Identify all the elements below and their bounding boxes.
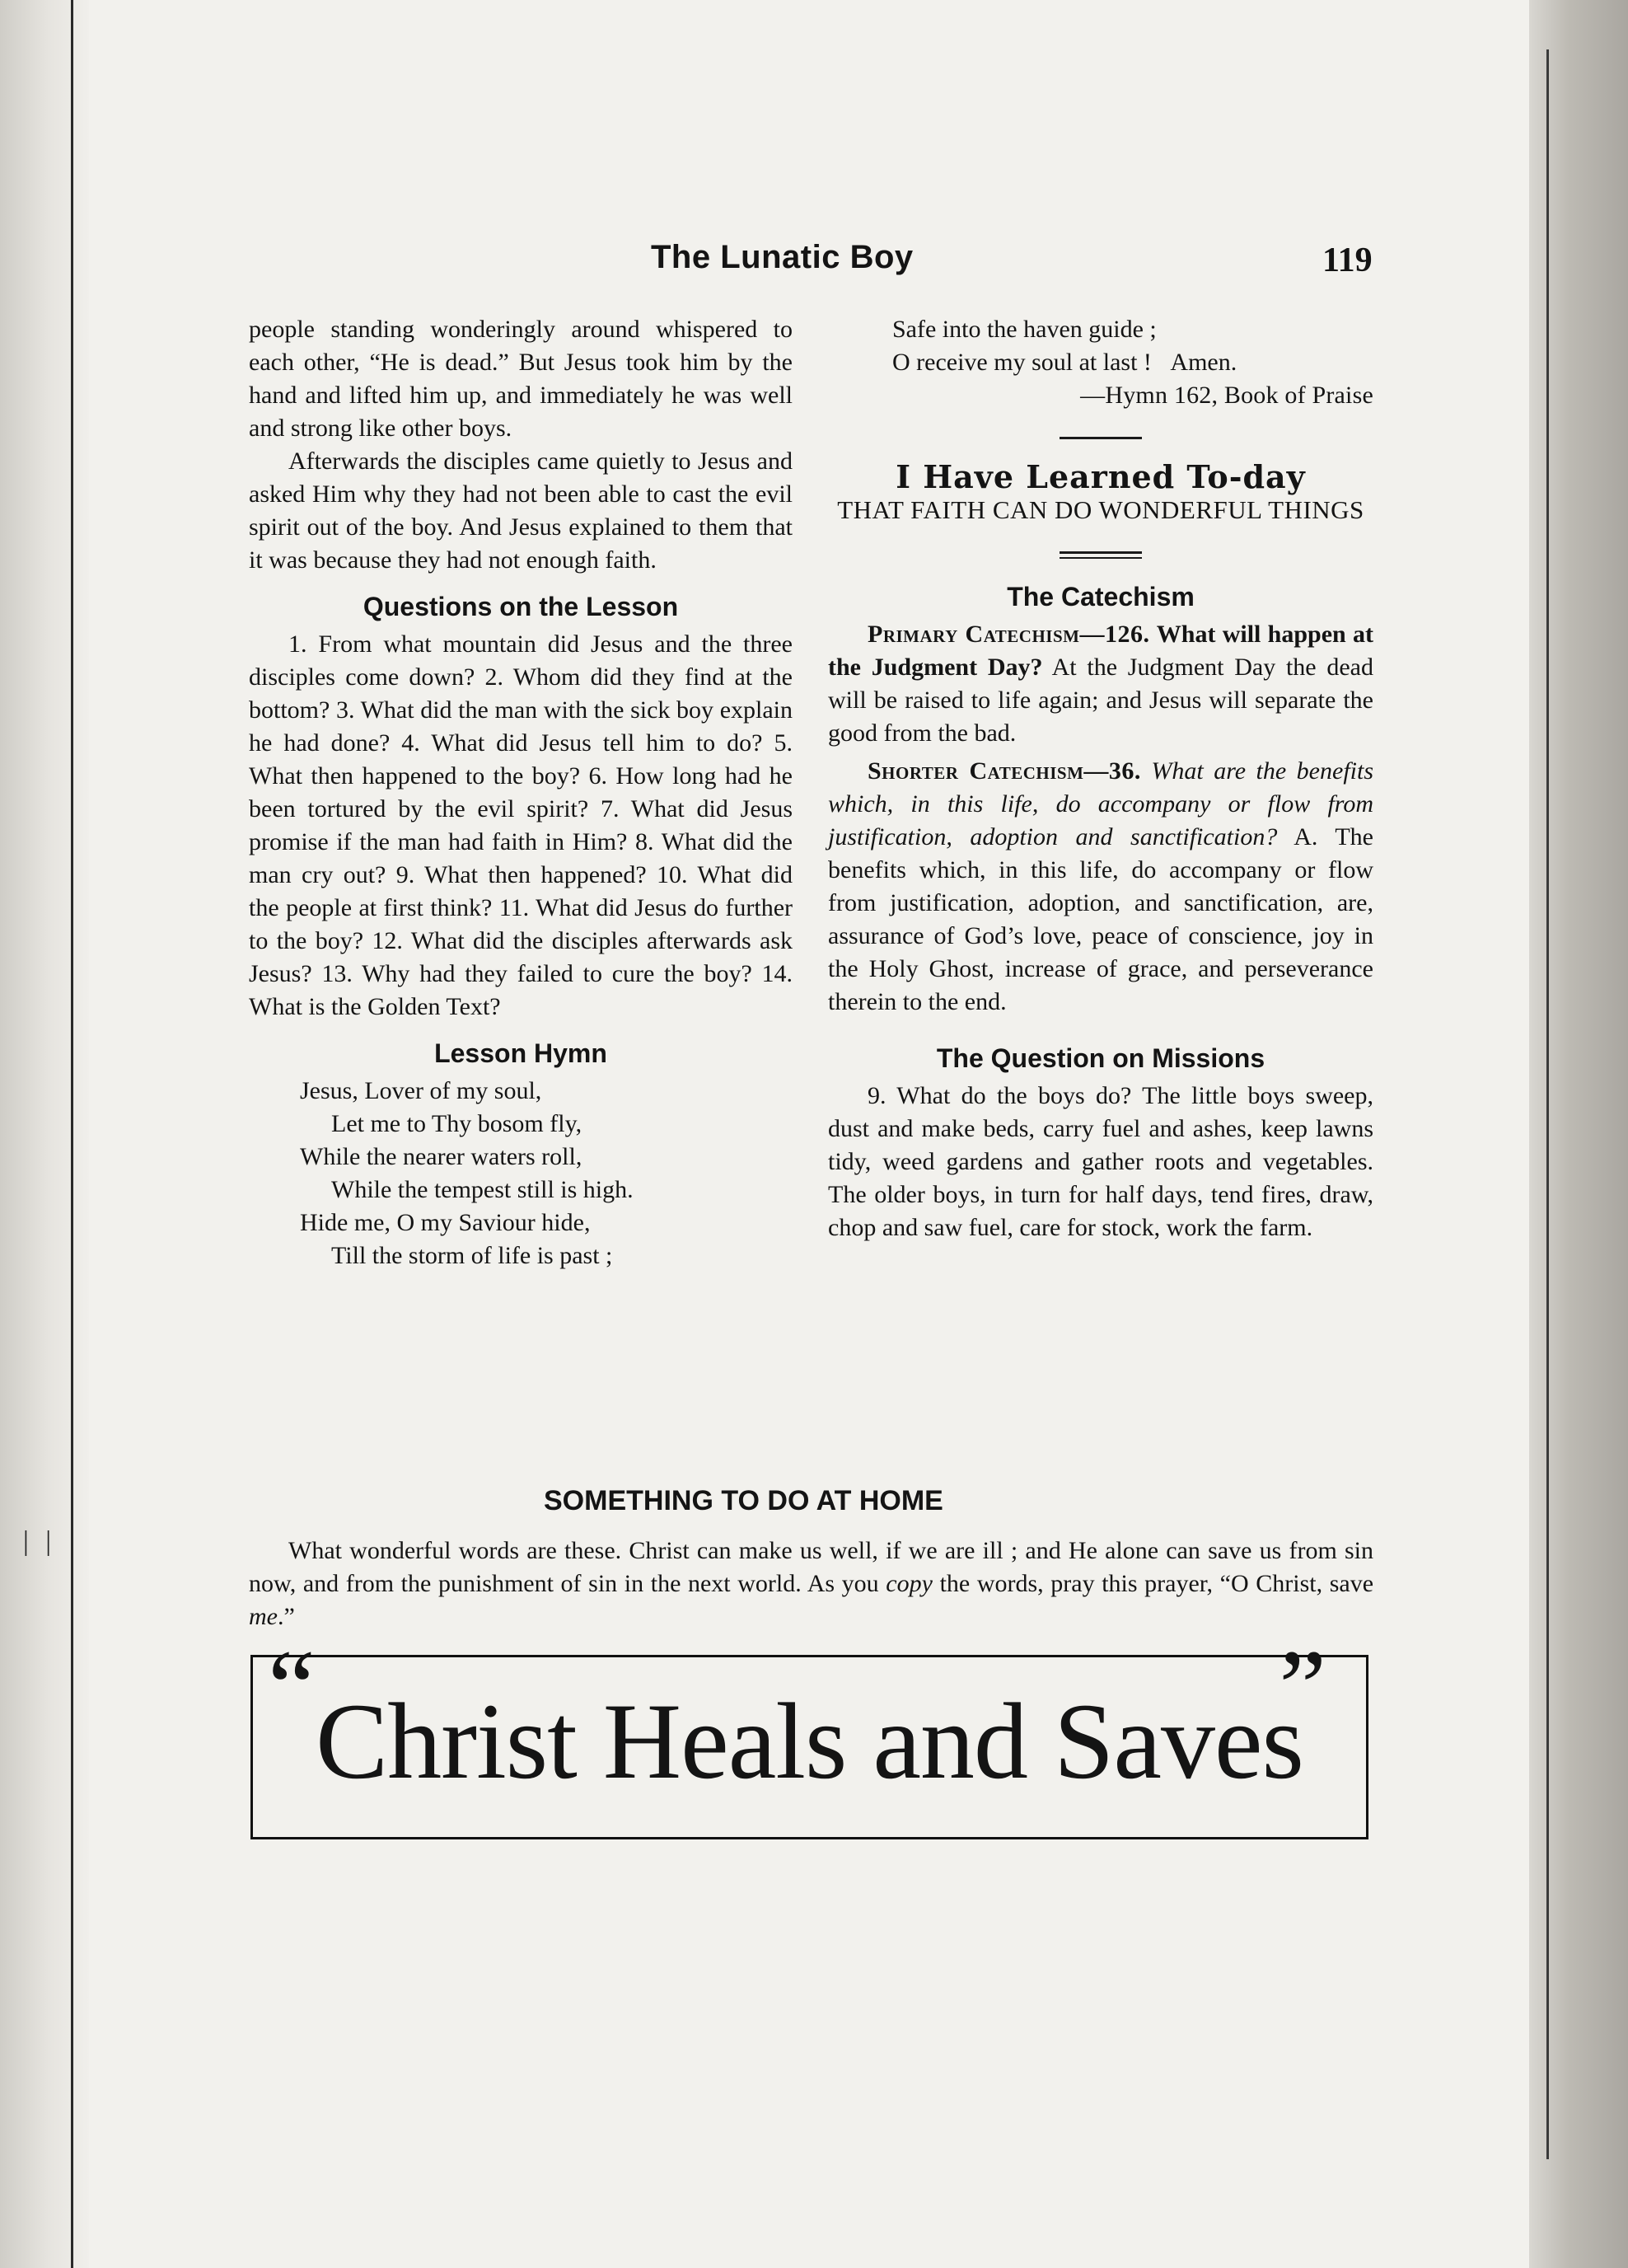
hymn-line: Till the storm of life is past ; bbox=[331, 1242, 613, 1269]
home-heading: SOMETHING TO DO AT HOME bbox=[544, 1485, 943, 1516]
hymn-line: While the nearer waters roll, bbox=[300, 1143, 582, 1170]
page-edge-stack bbox=[1529, 0, 1628, 2268]
amen: Amen. bbox=[1170, 349, 1237, 376]
story-paragraph: people standing wonderingly around whispered to each other, “He is dead.” But Jesus took him by the hand and lifted him up, and immediately he was well and strong like other boys. bbox=[249, 316, 793, 442]
lesson-hymn bbox=[249, 1075, 793, 1272]
primary-catechism bbox=[828, 618, 1373, 750]
hymn-continuation bbox=[828, 313, 1373, 379]
learned-heading: I Have Learned To-day bbox=[896, 458, 1306, 495]
primary-answer: At the Judgment Day the dead will be raised to life again; and Jesus will separate the good from the bad. bbox=[828, 654, 1373, 747]
motto-box bbox=[250, 1628, 1368, 1839]
primary-question: What will happen at the Judgment Day? bbox=[828, 621, 1373, 681]
hymn-line-text: O receive my soul at last ! bbox=[892, 349, 1152, 376]
margin-mark: | | bbox=[23, 1526, 57, 1557]
home-text-end: .” bbox=[277, 1603, 295, 1630]
hymn-line: Hide me, O my Saviour hide, bbox=[300, 1209, 591, 1236]
questions-heading: Questions on the Lesson bbox=[363, 592, 679, 621]
shorter-answer: A. The benefits which, in this life, do accompany or flow from justification, adoption, and sanctification, are, assurance of God’s love, peace of conscience, joy in the Holy Ghost, increase of grace, and perseverance therein to the end. bbox=[828, 823, 1373, 1015]
home-text-me: me bbox=[249, 1603, 278, 1630]
page-edge-line bbox=[1546, 49, 1549, 2159]
hymn-line: Jesus, Lover of my soul, bbox=[300, 1077, 542, 1104]
hymn-line bbox=[828, 346, 1373, 379]
learned-text: THAT FAITH CAN DO WONDERFUL THINGS bbox=[837, 495, 1364, 524]
shorter-label: Shorter Catechism—36. bbox=[868, 757, 1141, 785]
right-column bbox=[828, 313, 1373, 1244]
close-quote-mark: ” bbox=[1279, 1628, 1326, 1747]
left-column bbox=[249, 313, 793, 1272]
hymn-credit bbox=[828, 379, 1373, 412]
section-rule bbox=[1060, 551, 1142, 559]
missions-heading: The Question on Missions bbox=[936, 1043, 1265, 1073]
shorter-question: What are the benefits which, in this life, do accompany or flow from justification, adoption and sanctification? bbox=[828, 757, 1373, 850]
story-paragraph: Afterwards the disciples came quietly to Jesus and asked Him why they had not been able to cast the evil spirit out of the boy. And Jesus explained to them that it was because they had not enough faith. bbox=[249, 448, 793, 574]
open-quote-mark: “ bbox=[268, 1628, 316, 1747]
hymn-heading: Lesson Hymn bbox=[434, 1038, 607, 1068]
running-head: The Lunatic Boy bbox=[651, 239, 914, 275]
primary-label: Primary Catechism—126. bbox=[868, 621, 1150, 648]
section-rule bbox=[1060, 437, 1142, 439]
home-text-copy: copy bbox=[886, 1570, 933, 1597]
home-text bbox=[249, 1535, 1373, 1633]
home-text-before: What wonderful words are these. Christ can make us well, if we are ill ; and He alone can save us from sin now, and from the punishment of sin in the next world. As you bbox=[249, 1537, 1373, 1597]
motto-text: Christ Heals and Saves bbox=[316, 1680, 1303, 1802]
catechism-heading: The Catechism bbox=[1007, 582, 1195, 612]
home-text-middle: the words, pray this prayer, “O Christ, save bbox=[939, 1570, 1374, 1597]
shorter-catechism bbox=[828, 755, 1373, 1019]
gutter-line bbox=[71, 0, 73, 2268]
book-spine-shadow bbox=[0, 0, 89, 2268]
questions-text: 1. From what mountain did Jesus and the three disciples come down? 2. Whom did they find at the bottom? 3. What did the man with the sick boy explain he had done? 4. What did Jesus tell him to do? 5. What then happened to the boy? 6. How long had he been tortured by the evil spirit? 7. What did Jesus promise if the man had faith in Him? 8. What did the man cry out? 9. What then happened? 10. What did the people at first think? 11. What did Jesus do further to the boy? 12. What did the disciples afterwards ask Jesus? 13. Why had they failed to cure the boy? 14. What is the Golden Text? bbox=[249, 630, 793, 1020]
hymn-line: Safe into the haven guide ; bbox=[892, 316, 1157, 343]
hymn-credit-text: —Hymn 162, Book of Praise bbox=[1080, 382, 1373, 409]
missions-text: 9. What do the boys do? The little boys sweep, dust and make beds, carry fuel and ashes, keep lawns tidy, weed gardens and gather roots and vegetables. The older boys, in turn for half days, tend fires, draw, chop and saw fuel, care for stock, work the farm. bbox=[828, 1082, 1373, 1241]
hymn-line: While the tempest still is high. bbox=[331, 1176, 634, 1203]
home-paragraph bbox=[249, 1535, 1373, 1633]
hymn-line: Let me to Thy bosom fly, bbox=[331, 1110, 582, 1137]
page-number: 119 bbox=[1322, 241, 1373, 279]
